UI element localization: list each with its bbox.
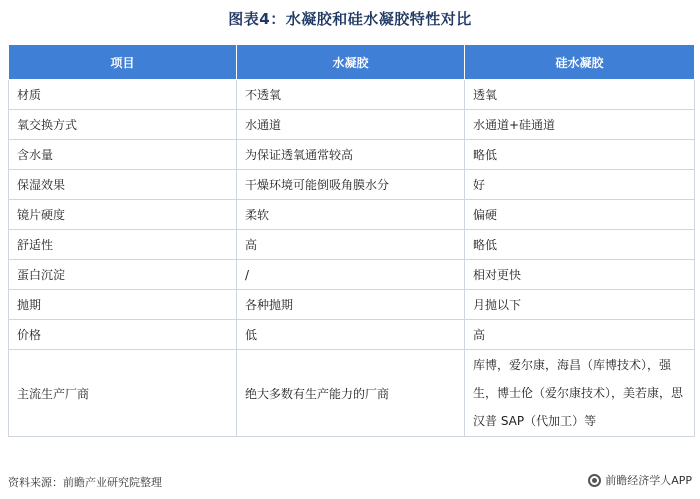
- silicone-cell: 好: [465, 170, 695, 200]
- row-label: 蛋白沉淀: [9, 260, 237, 290]
- table-row: [9, 230, 695, 260]
- table-row: [9, 110, 695, 140]
- table-row: [9, 350, 695, 437]
- row-label: 材质: [9, 80, 237, 110]
- hydrogel-cell: 高: [237, 230, 465, 260]
- header-hydrogel: 水凝胶: [237, 45, 465, 80]
- chart-title: 图表4：水凝胶和硅水凝胶特性对比: [228, 10, 472, 28]
- row-label: 抛期: [9, 290, 237, 320]
- hydrogel-cell: 不透氧: [237, 80, 465, 110]
- row-label: 舒适性: [9, 230, 237, 260]
- row-label: 镜片硬度: [9, 200, 237, 230]
- header-item: 项目: [9, 45, 237, 80]
- table-row: [9, 140, 695, 170]
- source-note: 资料来源：前瞻产业研究院整理: [8, 476, 162, 489]
- row-label: 含水量: [9, 140, 237, 170]
- hydrogel-cell: /: [237, 260, 465, 290]
- hydrogel-cell: 各种抛期: [237, 290, 465, 320]
- brand-logo-icon: [588, 474, 601, 487]
- table-row: [9, 200, 695, 230]
- row-label: 主流生产厂商: [9, 350, 237, 437]
- brand-label: 前瞻经济学人APP: [605, 474, 692, 487]
- comparison-table-container: [8, 44, 694, 437]
- hydrogel-cell: 绝大多数有生产能力的厂商: [237, 350, 465, 437]
- hydrogel-cell: 低: [237, 320, 465, 350]
- table-row: [9, 80, 695, 110]
- silicone-cell: 略低: [465, 140, 695, 170]
- header-silicone-hydrogel: 硅水凝胶: [465, 45, 695, 80]
- table-row: [9, 260, 695, 290]
- silicone-cell: 透氧: [465, 80, 695, 110]
- table-row: [9, 170, 695, 200]
- row-label: 保湿效果: [9, 170, 237, 200]
- comparison-table: [8, 44, 695, 437]
- silicone-cell: 水通道+硅通道: [465, 110, 695, 140]
- silicone-cell: 相对更快: [465, 260, 695, 290]
- hydrogel-cell: 水通道: [237, 110, 465, 140]
- hydrogel-cell: 为保证透氧通常较高: [237, 140, 465, 170]
- silicone-cell: 高: [465, 320, 695, 350]
- row-label: 氧交换方式: [9, 110, 237, 140]
- silicone-cell: 略低: [465, 230, 695, 260]
- row-label: 价格: [9, 320, 237, 350]
- brand-mark: [588, 472, 692, 488]
- hydrogel-cell: 柔软: [237, 200, 465, 230]
- silicone-cell: 月抛以下: [465, 290, 695, 320]
- table-row: [9, 290, 695, 320]
- table-row: [9, 320, 695, 350]
- silicone-cell: 偏硬: [465, 200, 695, 230]
- header-row: [9, 45, 695, 80]
- hydrogel-cell: 干燥环境可能倒吸角膜水分: [237, 170, 465, 200]
- silicone-cell: 库博，爱尔康，海昌（库博技术），强生，博士伦（爱尔康技术），美若康，思汉普 SAP（代加工）等: [465, 350, 695, 437]
